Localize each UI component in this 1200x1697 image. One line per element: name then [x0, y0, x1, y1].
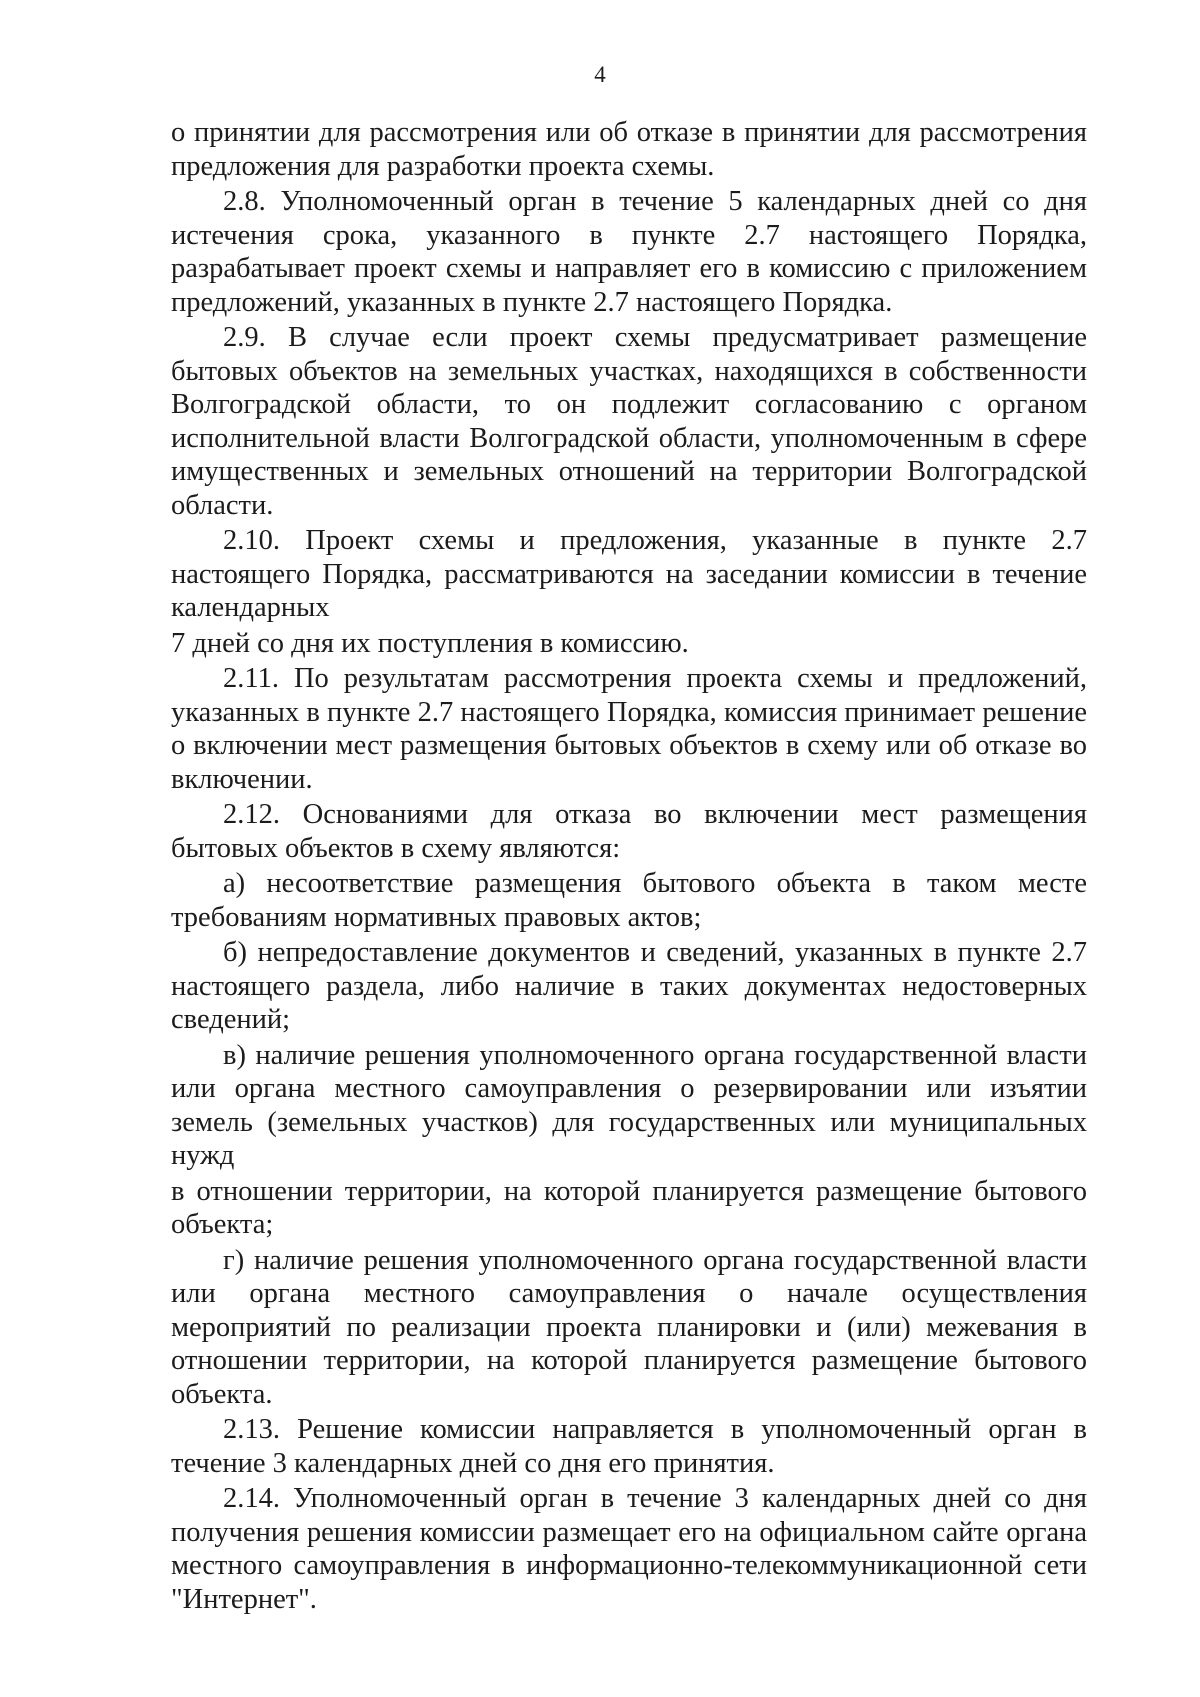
- paragraph-2-12: 2.12. Основаниями для отказа во включении мест размещения бытовых объектов в схему являются:: [171, 799, 1087, 864]
- paragraph-2-12-b: б) непредоставление документов и сведений, указанных в пункте 2.7 настоящего раздела, либо наличие в таких документах недостоверных сведений;: [171, 937, 1087, 1035]
- paragraph-2-9: 2.9. В случае если проект схемы предусматривает размещение бытовых объектов на земельных участках, находящихся в собственности Волгоградской области, то он подлежит согласованию с органом исполнительной власти Волгоградской области, уполномоченным в сфере имущественных и земельных отношений на территории Волгоградской области.: [171, 322, 1087, 521]
- paragraph-2-11: 2.11. По результатам рассмотрения проекта схемы и предложений, указанных в пункте 2.7 настоящего Порядка, комиссия принимает решение о включении мест размещения бытовых объектов в схему или об отказе во включении.: [171, 663, 1087, 795]
- paragraph-2-10: 2.10. Проект схемы и предложения, указанные в пункте 2.7 настоящего Порядка, рассматриваются на заседании комиссии в течение календарных: [171, 525, 1087, 623]
- document-body: [171, 116, 1087, 1618]
- paragraph-continuation: о принятии для рассмотрения или об отказе в принятии для рассмотрения предложения для разработки проекта схемы.: [171, 117, 1087, 182]
- page-number: 4: [594, 62, 606, 87]
- paragraph-2-12-v-continuation: в отношении территории, на которой планируется размещение бытового объекта;: [171, 1175, 1087, 1240]
- paragraph-2-12-v: в) наличие решения уполномоченного органа государственной власти или органа местного самоуправления о резервировании или изъятии земель (земельных участков) для государственных или муниципальных нужд: [171, 1039, 1087, 1171]
- paragraph-2-13: 2.13. Решение комиссии направляется в уполномоченный орган в течение 3 календарных дней со дня его принятия.: [171, 1414, 1087, 1479]
- paragraph-2-12-g: г) наличие решения уполномоченного органа государственной власти или органа местного самоуправления о начале осуществления мероприятий по реализации проекта планировки и (или) межевания в отношении территории, на которой планируется размещение бытового объекта.: [171, 1244, 1087, 1410]
- paragraph-2-12-a: а) несоответствие размещения бытового объекта в таком месте требованиям нормативных правовых актов;: [171, 868, 1087, 933]
- paragraph-2-14: 2.14. Уполномоченный орган в течение 3 календарных дней со дня получения решения комиссии размещает его на официальном сайте органа местного самоуправления в информационно-телекоммуникационной сети "Интернет".: [171, 1483, 1087, 1615]
- paragraph-2-10-continuation: 7 дней со дня их поступления в комиссию.: [171, 627, 689, 659]
- paragraph-2-8: 2.8. Уполномоченный орган в течение 5 календарных дней со дня истечения срока, указанного в пункте 2.7 настоящего Порядка, разрабатывает проект схемы и направляет его в комиссию с приложением предложений, указанных в пункте 2.7 настоящего Порядка.: [171, 186, 1087, 318]
